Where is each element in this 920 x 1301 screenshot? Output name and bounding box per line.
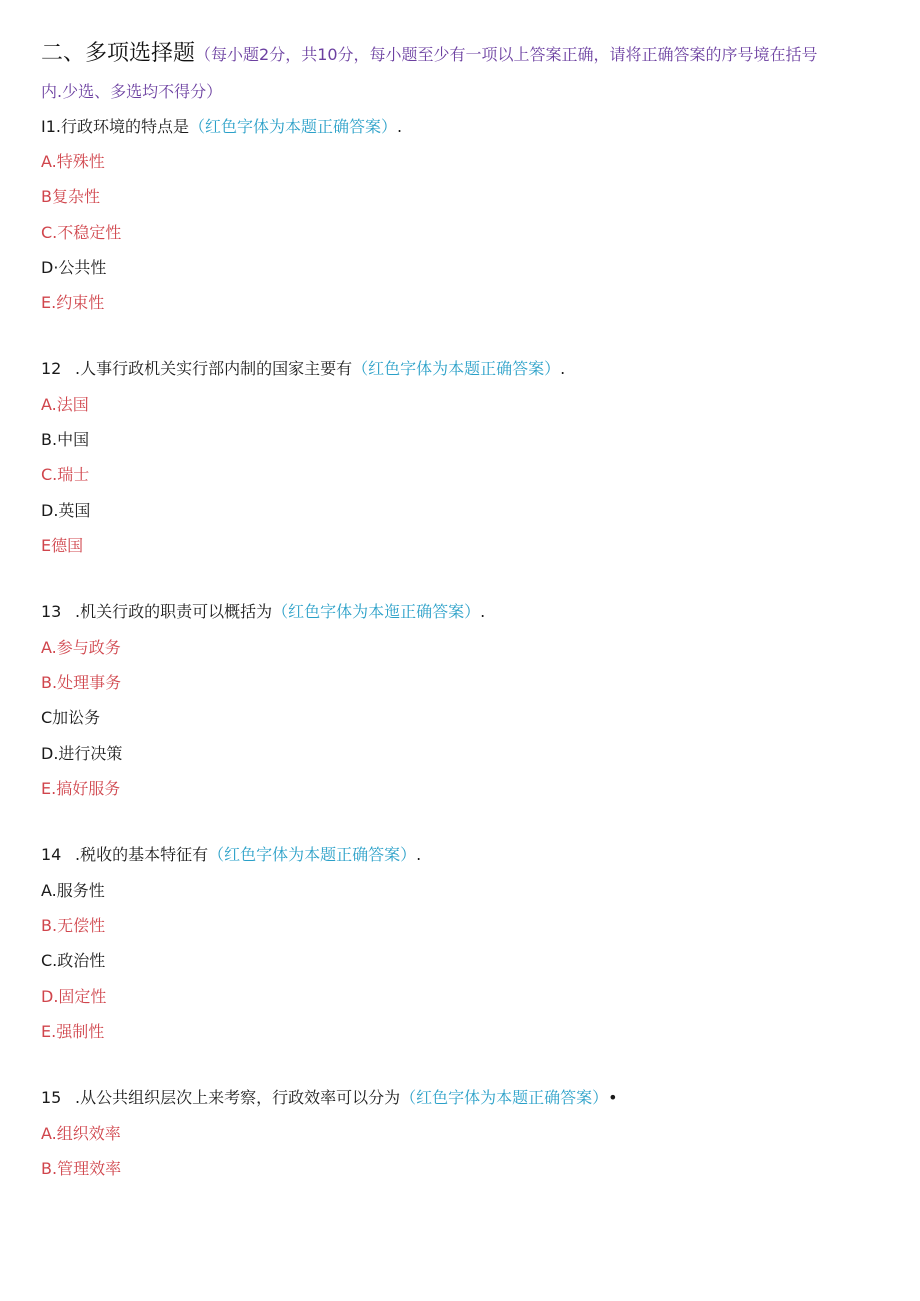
question-stem: [41, 601, 485, 623]
question-text: .机关行政的职责可以概括为: [75, 602, 273, 621]
question-stem: [41, 358, 565, 380]
option-correct: E德国: [41, 536, 84, 555]
option-correct: E.强制性: [41, 1022, 105, 1041]
option-correct: A.特殊性: [41, 152, 105, 171]
question-text: .税收的基本特征有: [75, 845, 209, 864]
question-end: .: [480, 602, 486, 621]
option-correct: B.处理事务: [41, 673, 122, 692]
question-text: 行政环境的特点是: [60, 117, 189, 136]
option-correct: E.搞好服务: [41, 779, 121, 798]
question-text: .人事行政机关实行部内制的国家主要有: [75, 359, 353, 378]
answer-hint: （红色字体为本题正确答案）: [400, 1088, 609, 1107]
option-correct: B.无偿性: [41, 916, 106, 935]
option-correct: E.约束性: [41, 293, 105, 312]
section-instruction-continued: [41, 81, 222, 103]
question-number: I1.: [41, 117, 61, 136]
question-number: 14: [41, 845, 62, 864]
option-correct: B复杂性: [41, 187, 100, 206]
question-number: 12: [41, 359, 62, 378]
question-number: 13: [41, 602, 62, 621]
option: D·公共性: [41, 258, 107, 277]
option-correct: A.法国: [41, 395, 89, 414]
answer-hint: （红色字体为本题正确答案）: [352, 359, 561, 378]
option: C加讼务: [41, 708, 101, 727]
answer-hint: （红色字体为本题正确答案）: [189, 117, 398, 136]
section-header: [41, 43, 818, 66]
option: B.中国: [41, 430, 90, 449]
option: D.英国: [41, 501, 91, 520]
question-number: 15: [41, 1088, 62, 1107]
option-correct: B.管理效率: [41, 1159, 122, 1178]
section-instruction: （每小题2分，共10分，每小题至少有一项以上答案正确，请将正确答案的序号境在括号: [195, 45, 818, 64]
answer-hint: （红色字体为本题正确答案）: [208, 845, 417, 864]
question-stem: [41, 1087, 618, 1109]
question-stem: [41, 116, 402, 138]
option-correct: C.不稳定性: [41, 223, 122, 242]
question-text: .从公共组织层次上来考察，行政效率可以分为: [75, 1088, 401, 1107]
option-correct: A.参与政务: [41, 638, 121, 657]
option-correct: A.组织效率: [41, 1124, 121, 1143]
option: A.服务性: [41, 881, 105, 900]
option-correct: C.瑞士: [41, 465, 90, 484]
option: C.政治性: [41, 951, 106, 970]
question-end: .: [416, 845, 422, 864]
section-instruction-line2: 内.少选、多选均不得分）: [41, 82, 223, 101]
question-end: .: [560, 359, 566, 378]
option-correct: D.固定性: [41, 987, 107, 1006]
answer-hint: （红色字体为本迤正确答案）: [272, 602, 481, 621]
option: D.进行决策: [41, 744, 123, 763]
question-stem: [41, 844, 421, 866]
question-end: .: [397, 117, 403, 136]
section-title: 二、多项选择题: [41, 41, 196, 66]
question-end: •: [608, 1088, 618, 1107]
